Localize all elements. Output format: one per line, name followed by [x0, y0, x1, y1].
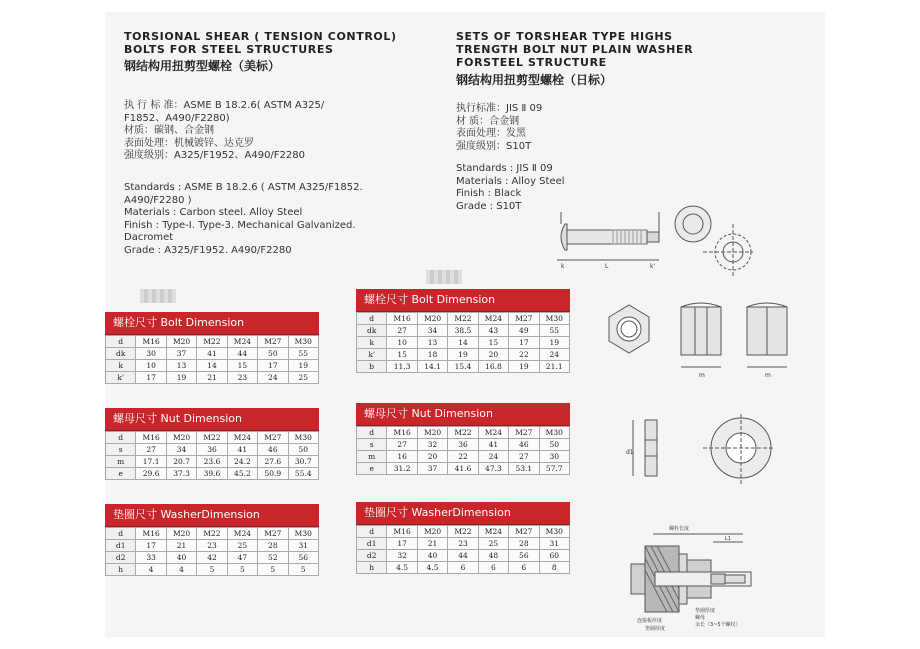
right-spec-zh [456, 103, 542, 153]
left-title-line2: BOLTS FOR STEEL STRUCTURES [124, 43, 334, 56]
table-row [106, 468, 319, 480]
table-cell: 17 [258, 360, 288, 372]
table-row [357, 451, 570, 463]
row-label-cell: e [357, 463, 387, 475]
table-cell: 21 [197, 372, 227, 384]
spec-line: 执行标准：JIS Ⅱ 09 [456, 103, 543, 114]
table-cell: 24 [258, 372, 288, 384]
table-cell: 41 [478, 439, 508, 451]
table-cell: 13 [166, 360, 196, 372]
nut-drawing [599, 297, 789, 387]
table-cell: M24 [227, 336, 257, 348]
table-row [357, 538, 570, 550]
spec-line: Finish : Type-I. Type-3. Mechanical Galvanized. [124, 219, 356, 231]
row-label-cell: d [357, 313, 387, 325]
table-row [106, 528, 319, 540]
table-cell: 32 [387, 550, 417, 562]
table-cell: 5 [227, 564, 257, 576]
table-cell: 31 [539, 538, 569, 550]
table-row [357, 463, 570, 475]
table-cell: 47 [227, 552, 257, 564]
table-cell: 15 [227, 360, 257, 372]
table-cell: M20 [166, 336, 196, 348]
table-cell: 56 [509, 550, 539, 562]
row-label-cell: k [106, 360, 136, 372]
table-cell: 15 [478, 337, 508, 349]
dim-label-d1: d1 [626, 449, 634, 456]
table-cell: 38.5 [448, 325, 478, 337]
table-cell: 20.7 [166, 456, 196, 468]
row-label-cell: d [106, 528, 136, 540]
spec-line: 表面处理：发黑 [456, 128, 526, 139]
table-title: 螺母尺寸 Nut Dimension [356, 403, 570, 426]
table-cell: 8 [539, 562, 569, 574]
table-cell: M24 [478, 313, 508, 325]
table-cell: 40 [417, 550, 447, 562]
table-row [106, 444, 319, 456]
dimension-table [356, 525, 570, 574]
table-cell: 24 [539, 349, 569, 361]
bolt-head-shape [561, 224, 567, 250]
table-cell: 50.9 [258, 468, 288, 480]
table-cell: M16 [387, 313, 417, 325]
assembly-label: L1 [725, 536, 731, 542]
bolt-shank-shape [567, 230, 647, 244]
table-cell: 37.3 [166, 468, 196, 480]
table-cell: 32 [417, 439, 447, 451]
spec-line: Standards : JIS Ⅱ 09 [456, 163, 553, 174]
table-cell: 19 [166, 372, 196, 384]
table-cell: 40 [166, 552, 196, 564]
table-title: 螺母尺寸 Nut Dimension [105, 408, 319, 431]
dimension-table [105, 431, 319, 480]
table-cell: M24 [478, 526, 508, 538]
table-cell: M27 [509, 526, 539, 538]
assembly-label: 余长（3~5个螺纹） [695, 622, 741, 628]
table-cell: 28 [509, 538, 539, 550]
row-label-cell: d [106, 432, 136, 444]
table-cell: 19 [288, 360, 318, 372]
table-cell: M20 [166, 432, 196, 444]
table-cell: 6 [478, 562, 508, 574]
table-cell: 25 [478, 538, 508, 550]
assembly-label: 螺母 [695, 615, 706, 621]
dim-label-k: k [561, 263, 565, 270]
table-row [106, 432, 319, 444]
dim-label-kp: k' [650, 263, 656, 270]
table-cell: 22 [448, 451, 478, 463]
table-cell: 10 [387, 337, 417, 349]
table-row [357, 361, 570, 373]
table-cell: 27.6 [258, 456, 288, 468]
dimension-table [356, 426, 570, 475]
dimension-table [105, 335, 319, 384]
table-cell: 47.3 [478, 463, 508, 475]
right-title-line3: FORSTEEL STRUCTURE [456, 56, 607, 69]
row-label-cell: d1 [106, 540, 136, 552]
table-cell: 22 [509, 349, 539, 361]
right-nut-table [356, 403, 570, 475]
left-title-line1: TORSIONAL SHEAR ( TENSION CONTROL) [124, 30, 397, 43]
spec-line: A490/F2280 ) [124, 194, 192, 206]
table-title: 垫圈尺寸 WasherDimension [105, 504, 319, 527]
row-label-cell: e [106, 468, 136, 480]
spec-line: Grade : A325/F1952. A490/F2280 [124, 244, 292, 256]
right-spec-en [456, 163, 565, 213]
table-cell: M22 [448, 526, 478, 538]
spec-line: 材 质：合金钢 [456, 115, 520, 127]
table-cell: M30 [539, 427, 569, 439]
table-cell: M27 [258, 336, 288, 348]
row-label-cell: dk [357, 325, 387, 337]
table-title: 垫圈尺寸 WasherDimension [356, 502, 570, 525]
table-cell: 23.6 [197, 456, 227, 468]
table-cell: 30.7 [288, 456, 318, 468]
table-cell: 10 [136, 360, 166, 372]
left-spec-en [124, 182, 363, 257]
table-cell: 21.1 [539, 361, 569, 373]
table-cell: 6 [448, 562, 478, 574]
table-cell: M22 [197, 432, 227, 444]
table-cell: 14 [448, 337, 478, 349]
row-label-cell: m [106, 456, 136, 468]
left-bolt-table [105, 312, 319, 384]
table-cell: 14 [197, 360, 227, 372]
row-label-cell: d [106, 336, 136, 348]
table-cell: 55 [288, 348, 318, 360]
table-row [357, 337, 570, 349]
table-cell: M24 [227, 528, 257, 540]
table-cell: 46 [258, 444, 288, 456]
table-cell: 27 [387, 439, 417, 451]
table-cell: 19 [509, 361, 539, 373]
left-spec-zh [124, 100, 324, 163]
table-cell: M16 [136, 432, 166, 444]
table-row [106, 360, 319, 372]
table-cell: 45.2 [227, 468, 257, 480]
row-label-cell: dk [106, 348, 136, 360]
table-cell: 5 [197, 564, 227, 576]
table-row [357, 526, 570, 538]
table-cell: 25 [288, 372, 318, 384]
table-cell: 34 [166, 444, 196, 456]
table-cell: 42 [197, 552, 227, 564]
row-label-cell: s [357, 439, 387, 451]
table-cell: 17 [136, 372, 166, 384]
table-cell: 41.6 [448, 463, 478, 475]
table-cell: 41 [197, 348, 227, 360]
table-cell: M27 [509, 313, 539, 325]
table-cell: M16 [387, 526, 417, 538]
left-title-zh: 钢结构用扭剪型螺栓（美标） [124, 59, 281, 73]
table-cell: 13 [417, 337, 447, 349]
table-cell: 20 [417, 451, 447, 463]
table-cell: 49 [509, 325, 539, 337]
table-cell: 60 [539, 550, 569, 562]
washer-drawing [623, 410, 773, 490]
table-cell: M27 [258, 432, 288, 444]
left-washer-table [105, 504, 319, 576]
dim-label-m: m [699, 372, 705, 379]
table-cell: 5 [288, 564, 318, 576]
spec-line: Finish : Black [456, 188, 522, 199]
dimension-table [356, 312, 570, 373]
row-label-cell: m [357, 451, 387, 463]
table-cell: 24 [478, 451, 508, 463]
table-cell: 31 [288, 540, 318, 552]
right-washer-table [356, 502, 570, 574]
table-cell: M16 [136, 336, 166, 348]
table-cell: M20 [166, 528, 196, 540]
assembly-label: 垫圈厚度 [695, 608, 716, 614]
table-cell: 36 [448, 439, 478, 451]
table-row [357, 349, 570, 361]
table-row [357, 325, 570, 337]
assembly-label: 螺栓长度 [669, 526, 690, 532]
table-row [106, 540, 319, 552]
table-cell: M16 [387, 427, 417, 439]
table-cell: M16 [136, 528, 166, 540]
table-cell: 4 [166, 564, 196, 576]
spec-line: 表面处理：机械镀锌、达克罗 [124, 137, 254, 149]
spec-line: F1852、A490/F2280) [124, 112, 230, 124]
table-cell: 55 [539, 325, 569, 337]
table-cell: 17 [509, 337, 539, 349]
dim-label-L: L [605, 263, 609, 270]
table-cell: M20 [417, 526, 447, 538]
spec-line: 执 行 标 准：ASME B 18.2.6( ASTM A325/ [124, 100, 325, 111]
bolt-drawing [553, 202, 753, 277]
assembly-drawing [625, 524, 760, 634]
table-cell: M24 [478, 427, 508, 439]
table-row [106, 336, 319, 348]
table-row [357, 427, 570, 439]
table-title: 螺栓尺寸 Bolt Dimension [356, 289, 570, 312]
row-label-cell: k [357, 337, 387, 349]
table-cell: 46 [509, 439, 539, 451]
row-label-cell: d2 [357, 550, 387, 562]
table-cell: 17 [136, 540, 166, 552]
row-label-cell: d2 [106, 552, 136, 564]
table-cell: 30 [539, 451, 569, 463]
table-cell: M22 [197, 336, 227, 348]
row-label-cell: d1 [357, 538, 387, 550]
table-cell: M22 [197, 528, 227, 540]
row-label-cell: d [357, 427, 387, 439]
table-cell: 23 [448, 538, 478, 550]
blurred-tag [426, 270, 462, 284]
table-cell: 39.6 [197, 468, 227, 480]
table-cell: 21 [166, 540, 196, 552]
table-cell: 19 [448, 349, 478, 361]
spec-line: 强度级别：A325/F1952、A490/F2280 [124, 150, 305, 161]
table-cell: 52 [258, 552, 288, 564]
row-label-cell: b [357, 361, 387, 373]
table-cell: M22 [448, 427, 478, 439]
table-cell: 14.1 [417, 361, 447, 373]
table-cell: 41 [227, 444, 257, 456]
table-cell: 17 [387, 538, 417, 550]
table-cell: M30 [288, 336, 318, 348]
table-cell: 16 [387, 451, 417, 463]
table-row [106, 564, 319, 576]
table-cell: 23 [227, 372, 257, 384]
table-row [357, 550, 570, 562]
spec-line: Materials : Alloy Steel [456, 175, 565, 187]
table-title: 螺栓尺寸 Bolt Dimension [105, 312, 319, 335]
table-cell: 44 [448, 550, 478, 562]
table-cell: 56 [288, 552, 318, 564]
dimension-table [105, 527, 319, 576]
table-cell: 37 [417, 463, 447, 475]
table-cell: M24 [227, 432, 257, 444]
table-cell: 4.5 [387, 562, 417, 574]
table-row [357, 439, 570, 451]
table-cell: 31.2 [387, 463, 417, 475]
spec-line: Standards : ASME B 18.2.6 ( ASTM A325/F1852. [124, 182, 363, 193]
table-cell: 24.2 [227, 456, 257, 468]
row-label-cell: h [106, 564, 136, 576]
table-cell: 34 [417, 325, 447, 337]
table-row [357, 562, 570, 574]
table-cell: M30 [539, 313, 569, 325]
spec-line: 强度级别：S10T [456, 140, 532, 152]
table-cell: 29.6 [136, 468, 166, 480]
table-cell: M27 [509, 427, 539, 439]
dim-label-m: m [765, 372, 771, 379]
left-nut-table [105, 408, 319, 480]
table-cell: 17.1 [136, 456, 166, 468]
right-title-line1: SETS OF TORSHEAR TYPE HIGHS [456, 30, 673, 43]
table-cell: 15.4 [448, 361, 478, 373]
table-cell: 11.3 [387, 361, 417, 373]
table-cell: 55.4 [288, 468, 318, 480]
table-cell: 23 [197, 540, 227, 552]
assembly-label: 连接板厚度 [637, 618, 663, 624]
table-cell: 27 [387, 325, 417, 337]
spec-line: Grade : S10T [456, 200, 522, 212]
table-cell: 28 [258, 540, 288, 552]
right-title-zh: 钢结构用扭剪型螺栓（日标） [456, 73, 613, 87]
table-cell: 50 [258, 348, 288, 360]
table-cell: 27 [509, 451, 539, 463]
table-cell: 15 [387, 349, 417, 361]
table-cell: 4.5 [417, 562, 447, 574]
table-row [357, 313, 570, 325]
table-cell: 5 [258, 564, 288, 576]
row-label-cell: k' [106, 372, 136, 384]
table-cell: 4 [136, 564, 166, 576]
row-label-cell: h [357, 562, 387, 574]
right-title-line2: TRENGTH BOLT NUT PLAIN WASHER [456, 43, 694, 56]
row-label-cell: s [106, 444, 136, 456]
table-row [106, 456, 319, 468]
table-cell: 36 [197, 444, 227, 456]
table-cell: 27 [136, 444, 166, 456]
spec-line: Materials : Carbon steel. Alloy Steel [124, 207, 303, 218]
table-cell: 53.1 [509, 463, 539, 475]
assembly-label: 垫圈厚度 [645, 626, 666, 632]
table-cell: 25 [227, 540, 257, 552]
table-cell: M30 [539, 526, 569, 538]
table-cell: 48 [478, 550, 508, 562]
table-cell: 21 [417, 538, 447, 550]
spec-line: 材质：碳钢、合金钢 [124, 125, 214, 136]
table-cell: 19 [539, 337, 569, 349]
table-cell: 50 [539, 439, 569, 451]
table-row [106, 348, 319, 360]
table-cell: 18 [417, 349, 447, 361]
table-cell: M20 [417, 427, 447, 439]
catalog-page [105, 12, 825, 637]
table-cell: 43 [478, 325, 508, 337]
table-cell: 37 [166, 348, 196, 360]
row-label-cell: k' [357, 349, 387, 361]
table-cell: 44 [227, 348, 257, 360]
table-row [106, 372, 319, 384]
table-cell: M27 [258, 528, 288, 540]
spec-line: Dacromet [124, 232, 174, 243]
table-cell: M22 [448, 313, 478, 325]
table-row [106, 552, 319, 564]
row-label-cell: d [357, 526, 387, 538]
table-cell: 16.8 [478, 361, 508, 373]
table-cell: M30 [288, 432, 318, 444]
table-cell: 57.7 [539, 463, 569, 475]
right-bolt-table [356, 289, 570, 373]
table-cell: 20 [478, 349, 508, 361]
table-cell: 50 [288, 444, 318, 456]
table-cell: 33 [136, 552, 166, 564]
table-cell: 30 [136, 348, 166, 360]
blurred-tag [140, 289, 176, 303]
table-cell: M20 [417, 313, 447, 325]
table-cell: 6 [509, 562, 539, 574]
table-cell: M30 [288, 528, 318, 540]
